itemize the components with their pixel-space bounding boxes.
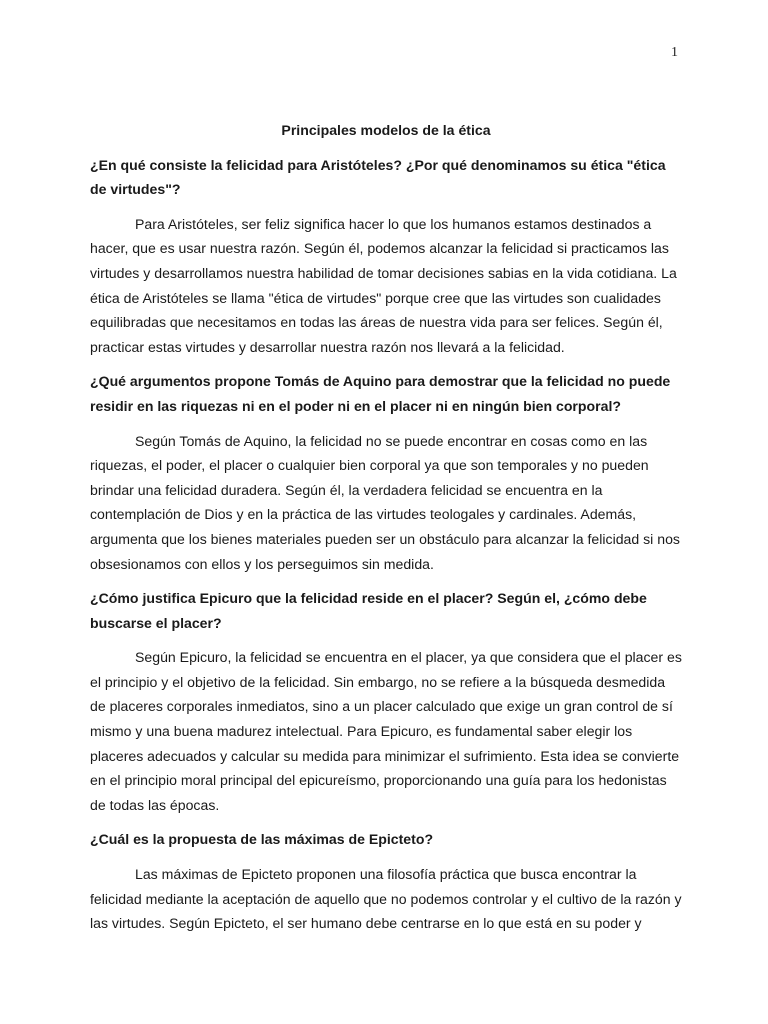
question-epicuro: ¿Cómo justifica Epicuro que la felicidad reside en el placer? Según el, ¿cómo debe buscarse el placer?	[90, 590, 647, 631]
answer-epicuro: Según Epicuro, la felicidad se encuentra en el placer, ya que considera que el placer es el principio y el objetivo de la felicidad. Sin embargo, no se refiere a la búsqueda desmedida de placeres corporales inmediatos, sino a un placer calculado que exige un gran control de sí mismo y una buena madurez intelectual. Para Epicuro, es fundamental saber elegir los placeres adecuados y calcular su medida para minimizar el sufrimiento. Esta idea se convierte en el principio moral principal del epicureísmo, proporcionando una guía para los hedonistas de todas las épocas.	[90, 649, 682, 813]
question-tomas-de-aquino: ¿Qué argumentos propone Tomás de Aquino para demostrar que la felicidad no puede residir en las riquezas ni en el poder ni en el placer ni en ningún bien corporal?	[90, 373, 671, 414]
question-epicteto: ¿Cuál es la propuesta de las máximas de Epicteto?	[90, 831, 434, 848]
answer-tomas-de-aquino: Según Tomás de Aquino, la felicidad no se puede encontrar en cosas como en las riquezas, el poder, el placer o cualquier bien corporal ya que son temporales y no pueden brindar una felicidad duradera. Según él, la verdadera felicidad se encuentra en la contemplación de Dios y en la práctica de las virtudes teologales y cardinales. Además, argumenta que los bienes materiales pueden ser un obstáculo para alcanzar la felicidad si nos obsesionamos con ellos y los perseguimos sin medida.	[90, 432, 680, 572]
page-number: 1	[671, 45, 678, 60]
answer-epicteto: Las máximas de Epicteto proponen una filosofía práctica que busca encontrar la felicidad mediante la aceptación de aquello que no podemos controlar y el cultivo de la razón y las virtudes. Según Epicteto, el ser humano debe centrarse en lo que está en su poder y	[90, 866, 682, 932]
answer-aristoteles: Para Aristóteles, ser feliz significa hacer lo que los humanos estamos destinados a hacer, que es usar nuestra razón. Según él, podemos alcanzar la felicidad si practicamos las virtudes y desarrollamos nuestra habilidad de tomar decisiones sabias en la vida cotidiana. La ética de Aristóteles se llama "ética de virtudes" porque cree que las virtudes son cualidades equilibradas que necesitamos en todas las áreas de nuestra vida para ser felices. Según él, practicar estas virtudes y desarrollar nuestra razón nos llevará a la felicidad.	[90, 215, 677, 355]
question-aristoteles: ¿En qué consiste la felicidad para Aristóteles? ¿Por qué denominamos su ética "ética de virtudes"?	[90, 156, 666, 198]
document-body	[90, 118, 682, 946]
document-title: Principales modelos de la ética	[281, 122, 491, 138]
